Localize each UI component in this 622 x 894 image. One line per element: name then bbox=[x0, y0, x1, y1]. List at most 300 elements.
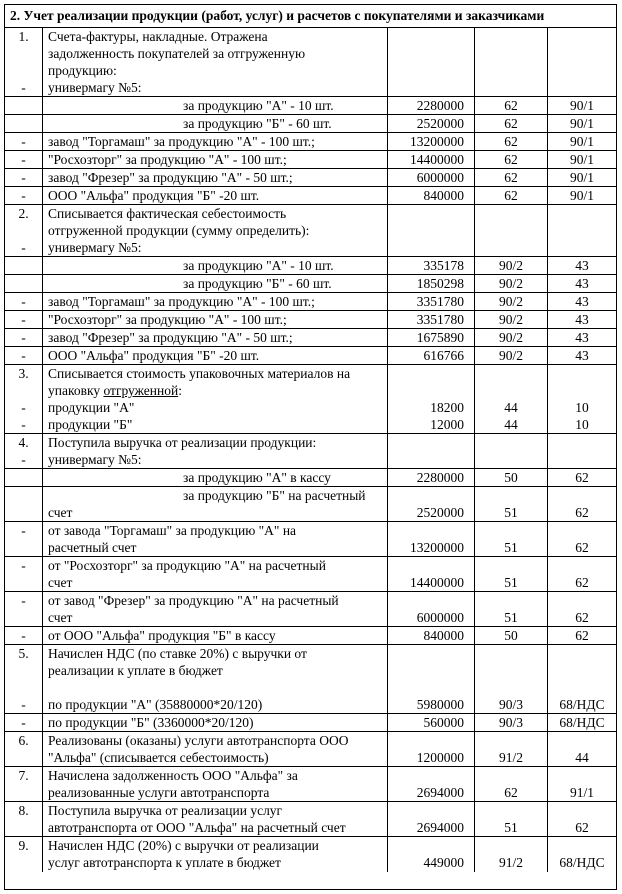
text-line-underlined: упаковку отгруженной: bbox=[48, 383, 182, 398]
row-index-cell bbox=[5, 802, 43, 836]
credit-account-cell bbox=[548, 802, 616, 836]
amount-cell-line: 13200000 bbox=[410, 134, 464, 149]
row-index-cell-line bbox=[5, 819, 42, 836]
credit-account-cell-line: 43 bbox=[575, 312, 589, 327]
credit-account-cell-line bbox=[548, 382, 616, 399]
credit-account-cell-line: 62 bbox=[575, 470, 589, 485]
row-description-cell-line: за продукцию "Б" - 60 шт. bbox=[183, 116, 332, 131]
amount-cell-line: 14400000 bbox=[410, 152, 464, 167]
row-description-cell-line: за продукцию "Б" - 60 шт. bbox=[183, 276, 332, 291]
row-description-cell-line: счет bbox=[48, 575, 73, 590]
row-index-cell-line bbox=[5, 609, 42, 626]
row-description-cell bbox=[43, 133, 388, 150]
row-description-cell-line: универмагу №5: bbox=[48, 80, 142, 95]
amount-cell-line: 5980000 bbox=[416, 697, 464, 712]
credit-account-cell-line bbox=[548, 365, 616, 382]
table-heading: 2. Учет реализации продукции (работ, услуг) и расчетов с покупателями и заказчиками bbox=[5, 5, 616, 28]
amount-cell-line: 2280000 bbox=[416, 470, 464, 485]
row-index-cell-line: - bbox=[21, 715, 26, 730]
row-description-cell-line: за продукцию "А" в кассу bbox=[183, 470, 331, 485]
credit-account-cell-line: 68/НДС bbox=[559, 715, 605, 730]
row-description-cell bbox=[43, 487, 388, 521]
debit-account-cell-line: 51 bbox=[504, 575, 518, 590]
row-index-cell-line: - bbox=[21, 294, 26, 309]
amount-cell bbox=[388, 187, 475, 204]
row-index-cell-line bbox=[5, 257, 42, 274]
row-description-cell-line: завод "Торгамаш" за продукцию "А" - 100 шт.; bbox=[48, 134, 315, 149]
table-row bbox=[5, 293, 616, 311]
credit-account-cell-line: 68/НДС bbox=[559, 697, 605, 712]
row-index-cell bbox=[5, 732, 43, 766]
row-index-cell bbox=[5, 714, 43, 731]
row-index-cell-line bbox=[5, 854, 42, 871]
row-index-cell-line: 1. bbox=[18, 29, 29, 44]
row-index-cell bbox=[5, 329, 43, 346]
debit-account-cell bbox=[475, 714, 548, 731]
amount-cell bbox=[388, 522, 475, 556]
row-index-cell-line bbox=[5, 539, 42, 556]
table-row bbox=[5, 487, 616, 522]
row-index-cell-line: - bbox=[21, 330, 26, 345]
row-index-cell-line bbox=[5, 115, 42, 132]
ledger-table bbox=[4, 4, 617, 890]
underlined-word: отгруженной bbox=[103, 383, 179, 398]
credit-account-cell-line: 90/1 bbox=[569, 116, 594, 131]
debit-account-cell bbox=[475, 627, 548, 644]
row-index-cell-line: 9. bbox=[18, 838, 29, 853]
amount-cell bbox=[388, 275, 475, 292]
amount-cell bbox=[388, 365, 475, 433]
row-description-cell bbox=[43, 557, 388, 591]
debit-account-cell bbox=[475, 293, 548, 310]
row-index-cell-line: - bbox=[21, 152, 26, 167]
row-description-cell-line: "Росхозторг" за продукцию "А" - 100 шт.; bbox=[48, 312, 287, 327]
row-description-cell bbox=[43, 151, 388, 168]
debit-account-cell-line bbox=[475, 382, 547, 399]
amount-cell-line: 12000 bbox=[430, 417, 464, 432]
table-row bbox=[5, 469, 616, 487]
row-description-cell-line: от ООО "Альфа" продукция "Б" в кассу bbox=[48, 628, 276, 643]
amount-cell bbox=[388, 293, 475, 310]
table-row bbox=[5, 627, 616, 645]
credit-account-cell-line: 10 bbox=[575, 417, 589, 432]
table-row bbox=[5, 28, 616, 97]
credit-account-cell-line bbox=[548, 451, 616, 468]
row-description-cell-line: Начислен НДС (по ставке 20%) с выручки от bbox=[48, 646, 307, 661]
row-index-cell-line bbox=[5, 97, 42, 114]
debit-account-cell-line: 44 bbox=[504, 417, 518, 432]
row-index-cell-line: - bbox=[21, 80, 26, 95]
debit-account-cell bbox=[475, 645, 548, 713]
credit-account-cell bbox=[548, 115, 616, 132]
amount-cell bbox=[388, 257, 475, 274]
table-row bbox=[5, 522, 616, 557]
amount-cell bbox=[388, 329, 475, 346]
row-description-cell bbox=[43, 205, 388, 256]
row-description-cell bbox=[43, 28, 388, 96]
debit-account-cell bbox=[475, 802, 548, 836]
debit-account-cell-line: 62 bbox=[504, 134, 518, 149]
row-description-cell-line: продукцию: bbox=[48, 63, 117, 78]
row-description-cell bbox=[43, 275, 388, 292]
row-description-cell bbox=[43, 257, 388, 274]
credit-account-cell-line: 90/1 bbox=[569, 134, 594, 149]
debit-account-cell-line: 90/2 bbox=[498, 294, 523, 309]
credit-account-cell-line: 90/1 bbox=[569, 170, 594, 185]
row-description-cell bbox=[43, 837, 388, 872]
row-index-cell-line: - bbox=[21, 312, 26, 327]
credit-account-cell bbox=[548, 627, 616, 644]
debit-account-cell bbox=[475, 837, 548, 872]
amount-cell-line: 6000000 bbox=[416, 610, 464, 625]
credit-account-cell bbox=[548, 557, 616, 591]
table-row bbox=[5, 133, 616, 151]
debit-account-cell bbox=[475, 592, 548, 626]
row-description-cell bbox=[43, 329, 388, 346]
row-index-cell-line: 2. bbox=[18, 206, 29, 221]
row-index-cell bbox=[5, 837, 43, 872]
row-index-cell-line: - bbox=[21, 348, 26, 363]
credit-account-cell-line: 62 bbox=[575, 610, 589, 625]
credit-account-cell-line: 62 bbox=[575, 575, 589, 590]
row-description-cell-line: услуг автотранспорта к уплате в бюджет bbox=[48, 855, 281, 870]
amount-cell bbox=[388, 347, 475, 364]
row-description-cell bbox=[43, 645, 388, 713]
debit-account-cell bbox=[475, 133, 548, 150]
row-description-cell-line: реализованные услуги автотранспорта bbox=[48, 785, 270, 800]
debit-account-cell-line: 62 bbox=[504, 116, 518, 131]
amount-cell bbox=[388, 714, 475, 731]
row-index-cell-line: - bbox=[21, 523, 26, 538]
debit-account-cell bbox=[475, 487, 548, 521]
debit-account-cell-line: 90/2 bbox=[498, 312, 523, 327]
credit-account-cell bbox=[548, 28, 616, 96]
credit-account-cell bbox=[548, 592, 616, 626]
credit-account-cell bbox=[548, 275, 616, 292]
row-description-cell-line: ООО "Альфа" продукция "Б" -20 шт. bbox=[48, 348, 260, 363]
row-index-cell-line bbox=[5, 504, 42, 521]
debit-account-cell bbox=[475, 151, 548, 168]
debit-account-cell bbox=[475, 469, 548, 486]
row-description-cell bbox=[43, 627, 388, 644]
amount-cell bbox=[388, 627, 475, 644]
table-row bbox=[5, 802, 616, 837]
debit-account-cell-line: 90/2 bbox=[498, 276, 523, 291]
row-description-cell-line: завод "Торгамаш" за продукцию "А" - 100 шт.; bbox=[48, 294, 315, 309]
row-description-cell-line: Списывается стоимость упаковочных материалов на bbox=[48, 366, 351, 381]
amount-cell bbox=[388, 133, 475, 150]
row-description-cell bbox=[43, 169, 388, 186]
row-index-cell-line: - bbox=[21, 697, 26, 712]
debit-account-cell-line: 51 bbox=[504, 820, 518, 835]
row-index-cell bbox=[5, 115, 43, 132]
row-description-cell-line: задолженность покупателей за отгруженную bbox=[48, 46, 306, 61]
row-index-cell-line: - bbox=[21, 558, 26, 573]
amount-cell-line: 3351780 bbox=[416, 312, 464, 327]
debit-account-cell-line: 44 bbox=[504, 400, 518, 415]
debit-account-cell bbox=[475, 347, 548, 364]
amount-cell-line: 2520000 bbox=[416, 505, 464, 520]
credit-account-cell-line: 62 bbox=[575, 505, 589, 520]
row-index-cell-line bbox=[5, 45, 42, 62]
row-index-cell-line: 8. bbox=[18, 803, 29, 818]
table-row bbox=[5, 365, 616, 434]
credit-account-cell bbox=[548, 311, 616, 328]
table-row bbox=[5, 347, 616, 365]
amount-cell bbox=[388, 645, 475, 713]
amount-cell bbox=[388, 97, 475, 114]
row-index-cell bbox=[5, 311, 43, 328]
credit-account-cell-line: 43 bbox=[575, 348, 589, 363]
credit-account-cell-line: 90/1 bbox=[569, 98, 594, 113]
row-description-cell-line: Реализованы (оказаны) услуги автотранспорта ООО bbox=[48, 733, 349, 748]
row-description-cell-line: Начислена задолженность ООО "Альфа" за bbox=[48, 768, 298, 783]
row-description-cell-line: за продукцию "А" - 10 шт. bbox=[183, 98, 334, 113]
amount-cell bbox=[388, 557, 475, 591]
amount-cell-line: 2694000 bbox=[416, 820, 464, 835]
row-description-cell bbox=[43, 592, 388, 626]
debit-account-cell-line: 91/2 bbox=[498, 750, 523, 765]
debit-account-cell-line: 90/2 bbox=[498, 348, 523, 363]
row-description-cell-line: продукции "Б" bbox=[48, 417, 133, 432]
amount-cell bbox=[388, 311, 475, 328]
debit-account-cell bbox=[475, 311, 548, 328]
row-index-cell bbox=[5, 592, 43, 626]
credit-account-cell bbox=[548, 714, 616, 731]
credit-account-cell bbox=[548, 487, 616, 521]
row-index-cell-line bbox=[5, 275, 42, 292]
row-description-cell bbox=[43, 732, 388, 766]
debit-account-cell bbox=[475, 115, 548, 132]
credit-account-cell-line: 43 bbox=[575, 330, 589, 345]
debit-account-cell bbox=[475, 557, 548, 591]
debit-account-cell-line: 62 bbox=[504, 170, 518, 185]
credit-account-cell-line bbox=[548, 239, 616, 256]
amount-cell-line: 2520000 bbox=[416, 116, 464, 131]
row-index-cell bbox=[5, 151, 43, 168]
debit-account-cell-line: 51 bbox=[504, 610, 518, 625]
debit-account-cell-line: 51 bbox=[504, 505, 518, 520]
credit-account-cell bbox=[548, 434, 616, 468]
table-row bbox=[5, 645, 616, 714]
row-description-cell-line: Поступила выручка от реализации продукции: bbox=[48, 435, 317, 450]
table-row bbox=[5, 329, 616, 347]
debit-account-cell bbox=[475, 28, 548, 96]
row-description-cell-line: завод "Фрезер" за продукцию "А" - 50 шт.; bbox=[48, 170, 293, 185]
row-index-cell bbox=[5, 347, 43, 364]
row-index-cell-line: 4. bbox=[18, 435, 29, 450]
credit-account-cell bbox=[548, 732, 616, 766]
amount-cell-line: 616766 bbox=[423, 348, 464, 363]
row-index-cell bbox=[5, 365, 43, 433]
debit-account-cell-line: 90/3 bbox=[498, 697, 523, 712]
table-row bbox=[5, 115, 616, 133]
row-index-cell-line bbox=[5, 382, 42, 399]
row-description-cell bbox=[43, 714, 388, 731]
credit-account-cell-line: 43 bbox=[575, 258, 589, 273]
amount-cell-line: 18200 bbox=[430, 400, 464, 415]
row-index-cell bbox=[5, 28, 43, 96]
row-index-cell bbox=[5, 169, 43, 186]
credit-account-cell bbox=[548, 645, 616, 713]
table-row bbox=[5, 169, 616, 187]
debit-account-cell-line bbox=[475, 451, 547, 468]
amount-cell-line bbox=[388, 451, 474, 468]
amount-cell-line bbox=[388, 382, 474, 399]
row-index-cell-line bbox=[5, 784, 42, 801]
row-description-cell bbox=[43, 469, 388, 486]
row-description-cell bbox=[43, 97, 388, 114]
row-description-cell-line: универмагу №5: bbox=[48, 240, 142, 255]
row-description-cell bbox=[43, 802, 388, 836]
credit-account-cell-line: 62 bbox=[575, 628, 589, 643]
row-index-cell-line: 6. bbox=[18, 733, 29, 748]
row-index-cell-line bbox=[5, 679, 42, 696]
row-index-cell-line: - bbox=[21, 240, 26, 255]
debit-account-cell bbox=[475, 169, 548, 186]
row-index-cell-line: - bbox=[21, 188, 26, 203]
credit-account-cell-line: 62 bbox=[575, 540, 589, 555]
amount-cell-line bbox=[388, 239, 474, 256]
row-index-cell bbox=[5, 557, 43, 591]
table-row bbox=[5, 205, 616, 257]
amount-cell bbox=[388, 802, 475, 836]
row-description-cell-line: ООО "Альфа" продукция "Б" -20 шт. bbox=[48, 188, 260, 203]
row-description-cell bbox=[43, 347, 388, 364]
table-row bbox=[5, 151, 616, 169]
row-description-cell-line: расчетный счет bbox=[48, 540, 137, 555]
debit-account-cell-line: 51 bbox=[504, 540, 518, 555]
debit-account-cell bbox=[475, 767, 548, 801]
debit-account-cell bbox=[475, 434, 548, 468]
credit-account-cell bbox=[548, 187, 616, 204]
credit-account-cell-line: 10 bbox=[575, 400, 589, 415]
amount-cell bbox=[388, 169, 475, 186]
amount-cell-line: 1850298 bbox=[416, 276, 464, 291]
row-index-cell-line bbox=[5, 662, 42, 679]
row-index-cell-line: 7. bbox=[18, 768, 29, 783]
amount-cell-line: 560000 bbox=[423, 715, 464, 730]
row-index-cell bbox=[5, 645, 43, 713]
row-index-cell-line bbox=[5, 469, 42, 486]
row-description-cell-line: "Альфа" (списывается себестоимость) bbox=[48, 750, 269, 765]
debit-account-cell-line: 90/2 bbox=[498, 330, 523, 345]
table-row bbox=[5, 187, 616, 205]
table-row bbox=[5, 257, 616, 275]
row-description-cell-line: счет bbox=[48, 610, 73, 625]
amount-cell bbox=[388, 28, 475, 96]
row-index-cell bbox=[5, 487, 43, 521]
credit-account-cell bbox=[548, 205, 616, 256]
row-index-cell-line bbox=[5, 487, 42, 504]
amount-cell bbox=[388, 205, 475, 256]
debit-account-cell bbox=[475, 205, 548, 256]
credit-account-cell-line: 43 bbox=[575, 294, 589, 309]
debit-account-cell bbox=[475, 257, 548, 274]
credit-account-cell bbox=[548, 347, 616, 364]
row-index-cell-line bbox=[5, 62, 42, 79]
table-row bbox=[5, 592, 616, 627]
amount-cell-line: 13200000 bbox=[410, 540, 464, 555]
debit-account-cell-line bbox=[475, 79, 547, 96]
table-row bbox=[5, 557, 616, 592]
row-description-cell-line: от завода "Торгамаш" за продукцию "А" на bbox=[48, 523, 297, 538]
debit-account-cell bbox=[475, 365, 548, 433]
amount-cell-line bbox=[388, 365, 474, 382]
debit-account-cell-line: 62 bbox=[504, 98, 518, 113]
row-description-cell-line: Начислен НДС (20%) с выручки от реализации bbox=[48, 838, 319, 853]
row-description-cell bbox=[43, 187, 388, 204]
table-row bbox=[5, 275, 616, 293]
row-description-cell-line: за продукцию "Б" на расчетный bbox=[183, 488, 366, 503]
row-index-cell bbox=[5, 434, 43, 468]
amount-cell-line: 2694000 bbox=[416, 785, 464, 800]
row-description-cell bbox=[43, 365, 388, 433]
row-description-cell bbox=[43, 115, 388, 132]
amount-cell-line: 2280000 bbox=[416, 98, 464, 113]
row-index-cell bbox=[5, 767, 43, 801]
row-description-cell-line: продукции "А" bbox=[48, 400, 135, 415]
credit-account-cell-line: 68/НДС bbox=[559, 855, 605, 870]
row-description-cell-line: по продукции "Б" (3360000*20/120) bbox=[48, 715, 254, 730]
row-description-cell-line: "Росхозторг" за продукцию "А" - 100 шт.; bbox=[48, 152, 287, 167]
row-index-cell bbox=[5, 293, 43, 310]
credit-account-cell-line: 91/1 bbox=[569, 785, 594, 800]
amount-cell bbox=[388, 767, 475, 801]
row-description-cell bbox=[43, 522, 388, 556]
amount-cell bbox=[388, 487, 475, 521]
credit-account-cell-line: 62 bbox=[575, 820, 589, 835]
credit-account-cell bbox=[548, 293, 616, 310]
debit-account-cell-line: 90/2 bbox=[498, 258, 523, 273]
table-row bbox=[5, 767, 616, 802]
amount-cell bbox=[388, 592, 475, 626]
row-index-cell bbox=[5, 469, 43, 486]
debit-account-cell-line: 62 bbox=[504, 785, 518, 800]
credit-account-cell-line: 43 bbox=[575, 276, 589, 291]
row-description-cell-line: Поступила выручка от реализации услуг bbox=[48, 803, 283, 818]
amount-cell-line: 840000 bbox=[423, 628, 464, 643]
row-index-cell-line: 3. bbox=[18, 366, 29, 381]
row-description-cell bbox=[43, 293, 388, 310]
debit-account-cell-line bbox=[475, 365, 547, 382]
row-description-cell-line: счет bbox=[48, 505, 73, 520]
amount-cell bbox=[388, 115, 475, 132]
row-description-cell-line: реализации к уплате в бюджет bbox=[48, 663, 223, 678]
debit-account-cell bbox=[475, 732, 548, 766]
row-description-cell-line: Счета-фактуры, накладные. Отражена bbox=[48, 29, 268, 44]
amount-cell-line: 14400000 bbox=[410, 575, 464, 590]
credit-account-cell bbox=[548, 257, 616, 274]
credit-account-cell bbox=[548, 365, 616, 433]
row-index-cell-line: - bbox=[21, 170, 26, 185]
row-index-cell-line: - bbox=[21, 628, 26, 643]
row-description-cell bbox=[43, 434, 388, 468]
credit-account-cell bbox=[548, 133, 616, 150]
row-index-cell-line: - bbox=[21, 452, 26, 467]
row-description-cell-line: от "Росхозторг" за продукцию "А" на расчетный bbox=[48, 558, 326, 573]
amount-cell bbox=[388, 732, 475, 766]
credit-account-cell-line: 44 bbox=[575, 750, 589, 765]
row-index-cell-line: 5. bbox=[18, 646, 29, 661]
debit-account-cell-line: 91/2 bbox=[498, 855, 523, 870]
credit-account-cell bbox=[548, 522, 616, 556]
debit-account-cell-line: 50 bbox=[504, 470, 518, 485]
amount-cell-line: 840000 bbox=[423, 188, 464, 203]
amount-cell-line: 6000000 bbox=[416, 170, 464, 185]
debit-account-cell-line: 50 bbox=[504, 628, 518, 643]
credit-account-cell bbox=[548, 469, 616, 486]
